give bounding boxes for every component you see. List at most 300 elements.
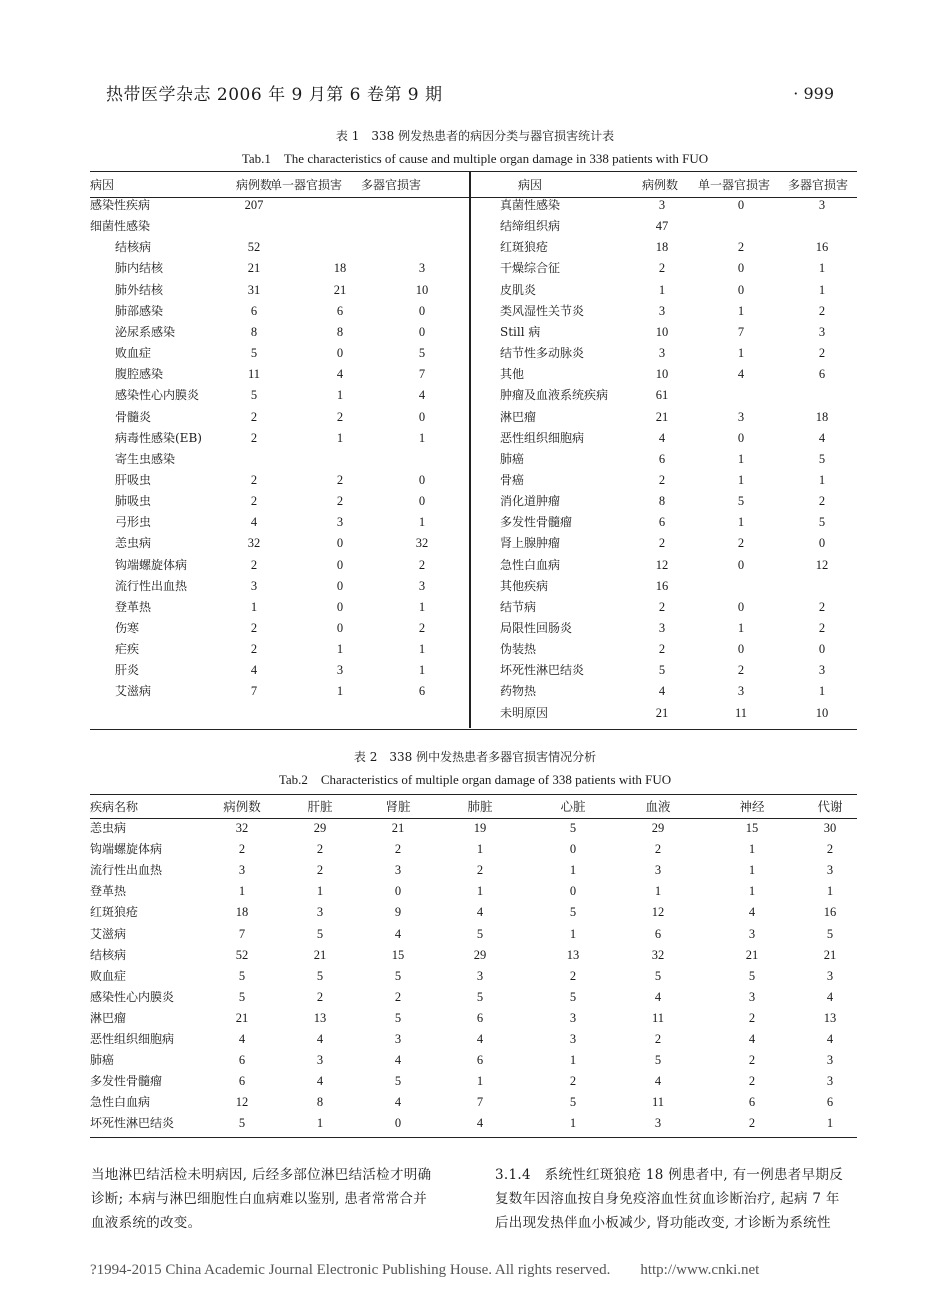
t1-right-row-cases: 2	[658, 261, 666, 276]
t2-row-value: 8	[316, 1095, 324, 1110]
t1-right-row-name: 未明原因	[500, 705, 549, 720]
body-line: 3.1.4 系统性红斑狼疮 18 例患者中, 有一例患者早期反	[495, 1167, 843, 1183]
t1-left-row-cases: 207	[244, 198, 264, 212]
t2-row-value: 2	[394, 842, 402, 857]
t2-row-value: 52	[235, 947, 249, 962]
t1-left-row-single: 3	[336, 663, 344, 678]
t1-right-row-name: 恶性组织细胞病	[500, 430, 585, 445]
t2-row-value: 4	[748, 1032, 756, 1046]
t2-row-value: 1	[569, 863, 577, 878]
t1-left-row-single: 0	[336, 557, 344, 572]
table2-top-rule	[90, 794, 857, 795]
t1-right-row-single: 1	[737, 451, 745, 466]
t1-left-row-multi: 10	[415, 282, 429, 297]
t1-left-row-single: 2	[336, 494, 344, 509]
t1-left-row-multi: 1	[418, 430, 426, 445]
t1-left-row-name: 登革热	[115, 599, 152, 614]
t2-row-value: 6	[476, 1053, 484, 1068]
t1-right-row-name: 骨癌	[500, 472, 525, 487]
t1-left-row-multi: 2	[418, 557, 426, 572]
t1-right-row-multi: 6	[818, 367, 826, 382]
t1-right-row-name: 结节性多动脉炎	[500, 346, 585, 361]
t1-left-row-multi: 0	[418, 472, 426, 487]
t2-row-value: 21	[391, 821, 405, 835]
t1-left-row-single: 6	[336, 303, 344, 318]
t1-right-row-cases: 12	[655, 557, 669, 572]
t2-row-value: 3	[748, 926, 756, 941]
t1-left-row-name: 泌尿系感染	[115, 324, 176, 339]
t1-left-row-multi: 0	[418, 324, 426, 339]
t1-left-row-cases: 21	[247, 261, 261, 276]
t2-row-disease: 急性白血病	[90, 1095, 151, 1110]
t1-right-row-single: 1	[737, 346, 745, 361]
t2-row-value: 9	[394, 905, 402, 920]
t2-row-value: 21	[745, 947, 759, 962]
t1-right-row-cases: 6	[658, 515, 666, 530]
t1-left-row-single: 0	[336, 536, 344, 551]
t1-right-row-single: 1	[737, 515, 745, 530]
t2-row-value: 6	[238, 1053, 246, 1068]
t1-left-row-name: 病毒性感染(EB)	[115, 430, 202, 445]
table2-header-rule	[90, 818, 857, 819]
t2-row-value: 11	[651, 1010, 665, 1025]
t2-row-value: 4	[238, 1032, 246, 1046]
t1-right-row-multi: 4	[818, 430, 826, 445]
t1-left-row-cases: 8	[250, 324, 258, 339]
t1-right-row-multi: 2	[818, 494, 826, 509]
t1-right-row-multi: 10	[815, 705, 829, 720]
t1-right-row-cases: 61	[655, 388, 669, 403]
t1-left-row-name: 疟疾	[115, 642, 140, 657]
t2-row-value: 7	[238, 926, 246, 941]
t1-right-row-cases: 3	[658, 303, 666, 318]
t1-left-row-cases: 6	[250, 303, 258, 318]
t1-right-row-name: 干燥综合征	[500, 261, 561, 276]
t1-right-row-single: 1	[737, 303, 745, 318]
t2-row-value: 5	[316, 926, 324, 941]
t2-row-value: 5	[654, 968, 662, 983]
t1-right-row-cases: 2	[658, 599, 666, 614]
t2-row-value: 32	[235, 821, 249, 835]
t1-right-row-multi: 5	[818, 515, 826, 530]
t2-row-value: 13	[566, 947, 580, 962]
t1-left-row-multi: 3	[418, 578, 426, 593]
t1-left-row-single: 4	[336, 367, 344, 382]
t1-left-row-cases: 7	[250, 684, 258, 699]
t2-row-value: 3	[394, 863, 402, 878]
t1-left-row-name: 寄生虫感染	[115, 451, 176, 466]
t1-left-row-name: 流行性出血热	[115, 578, 188, 593]
t1-left-row-cases: 31	[247, 282, 261, 297]
t1-right-row-single: 0	[737, 642, 745, 657]
t2-row-value: 32	[651, 947, 665, 962]
t1-right-row-cases: 1	[658, 282, 666, 297]
t1-left-row-name: 感染性疾病	[90, 198, 151, 212]
t1-left-row-multi: 1	[418, 663, 426, 678]
t1-right-row-name: 真菌性感染	[500, 198, 561, 212]
t2-row-value: 3	[826, 1053, 834, 1068]
t2-row-value: 3	[476, 968, 484, 983]
t2-row-value: 6	[748, 1095, 756, 1110]
t1-right-row-single: 0	[737, 282, 745, 297]
t1-right-row-cases: 3	[658, 198, 666, 212]
t1-left-row-name: 弓形虫	[115, 515, 152, 530]
t2-row-value: 3	[748, 989, 756, 1004]
t1-left-row-name: 钩端螺旋体病	[115, 557, 188, 572]
t2-row-value: 3	[316, 1053, 324, 1068]
t1-left-row-single: 0	[336, 346, 344, 361]
t1-left-row-name: 败血症	[115, 346, 152, 361]
t1-left-row-multi: 1	[418, 642, 426, 657]
t1-right-row-cases: 21	[655, 409, 669, 424]
t1-right-row-cases: 2	[658, 536, 666, 551]
t1-left-row-cases: 11	[247, 367, 261, 382]
t2-row-value: 3	[238, 863, 246, 878]
t1-left-header-single: 单一器官损害	[270, 178, 343, 192]
t2-row-value: 21	[823, 947, 837, 962]
t1-right-row-name: 多发性骨髓瘤	[500, 515, 573, 530]
t2-row-value: 4	[654, 989, 662, 1004]
t1-left-row-name: 艾滋病	[115, 684, 152, 699]
t2-row-value: 2	[316, 989, 324, 1004]
t1-left-row-single: 0	[336, 578, 344, 593]
t2-row-value: 18	[235, 905, 249, 920]
t2-row-value: 2	[394, 989, 402, 1004]
t2-row-value: 2	[748, 1116, 756, 1131]
t2-row-value: 12	[651, 905, 665, 920]
t2-row-value: 5	[654, 1053, 662, 1068]
t1-right-row-cases: 5	[658, 663, 666, 678]
t1-left-row-name: 肺部感染	[115, 303, 164, 318]
t1-right-row-name: 肺癌	[500, 451, 525, 466]
t1-right-row-multi: 1	[818, 684, 826, 699]
t2-row-value: 29	[651, 821, 665, 835]
t2-row-disease: 钩端螺旋体病	[90, 842, 163, 857]
t2-row-value: 1	[826, 884, 834, 899]
t1-left-row-single: 1	[336, 388, 344, 403]
t1-right-row-name: 结节病	[500, 599, 537, 614]
t1-right-row-single: 0	[737, 557, 745, 572]
t2-row-value: 4	[316, 1074, 324, 1089]
t1-right-header-cases: 病例数	[642, 178, 679, 192]
t2-row-value: 5	[569, 989, 577, 1004]
t2-row-value: 5	[569, 905, 577, 920]
t2-row-value: 4	[476, 1116, 484, 1131]
t1-right-header-cause: 病因	[518, 178, 543, 192]
t1-left-row-multi: 6	[418, 684, 426, 699]
t1-right-row-cases: 8	[658, 494, 666, 509]
journal-header: 热带医学杂志 2006 年 9 月第 6 卷第 9 期	[106, 85, 443, 105]
t2-row-value: 16	[823, 905, 837, 920]
t2-row-value: 15	[391, 947, 405, 962]
t2-row-value: 2	[654, 842, 662, 857]
body-line: 复数年因溶血按自身免疫溶血性贫血诊断治疗, 起病 7 年	[495, 1191, 840, 1207]
t2-row-value: 1	[654, 884, 662, 899]
t2-row-value: 11	[651, 1095, 665, 1110]
t1-left-row-single: 0	[336, 621, 344, 635]
t1-left-row-multi: 2	[418, 621, 426, 635]
t2-row-value: 5	[238, 968, 246, 983]
t1-right-row-cases: 21	[655, 705, 669, 720]
t1-right-row-single: 4	[737, 367, 745, 382]
t2-row-value: 5	[476, 926, 484, 941]
t1-right-row-name: 淋巴瘤	[500, 409, 537, 424]
table1-divider	[469, 171, 471, 728]
t1-right-header-single: 单一器官损害	[698, 178, 771, 192]
t2-row-value: 1	[316, 1116, 324, 1131]
t1-left-row-multi: 0	[418, 409, 426, 424]
t2-row-value: 1	[569, 1116, 577, 1131]
t2-row-value: 5	[394, 1010, 402, 1025]
t1-right-row-single: 0	[737, 198, 745, 212]
t1-left-row-name: 肝炎	[115, 663, 140, 678]
body-line: 后出现发热伴血小板减少, 肾功能改变, 才诊断为系统性	[495, 1215, 831, 1231]
t2-row-value: 30	[823, 821, 837, 835]
t2-row-value: 1	[476, 884, 484, 899]
t1-left-row-cases: 1	[250, 599, 258, 614]
t1-right-row-cases: 16	[655, 578, 669, 593]
table1-caption-en: Tab.1 The characteristics of cause and multiple organ damage in 338 patients with FUO	[241, 151, 709, 166]
t1-left-row-multi: 7	[418, 367, 426, 382]
t1-left-row-single: 21	[333, 282, 347, 297]
t2-row-value: 5	[826, 926, 834, 941]
t2-row-value: 3	[826, 1074, 834, 1089]
t2-header-8: 代谢	[817, 800, 843, 814]
t1-left-row-cases: 3	[250, 578, 258, 593]
t2-row-value: 6	[826, 1095, 834, 1110]
t1-right-row-single: 7	[737, 324, 745, 339]
t2-row-value: 0	[569, 884, 577, 899]
t2-row-value: 1	[476, 1074, 484, 1089]
t2-row-value: 3	[654, 1116, 662, 1131]
t1-left-row-cases: 5	[250, 388, 258, 403]
t2-row-value: 4	[394, 926, 402, 941]
t1-right-row-multi: 16	[815, 240, 829, 255]
t2-row-value: 29	[473, 947, 487, 962]
t2-row-disease: 艾滋病	[90, 926, 127, 941]
t2-header-1: 病例数	[223, 800, 261, 814]
t1-left-header-multi: 多器官损害	[361, 178, 422, 192]
t1-left-row-multi: 32	[415, 536, 429, 551]
t1-right-row-cases: 2	[658, 472, 666, 487]
t2-row-value: 2	[654, 1032, 662, 1046]
t1-left-row-cases: 2	[250, 472, 258, 487]
t2-row-value: 5	[238, 989, 246, 1004]
t2-row-value: 1	[748, 884, 756, 899]
t1-right-row-cases: 18	[655, 240, 669, 255]
t2-row-value: 3	[826, 968, 834, 983]
t1-right-row-single: 0	[737, 430, 745, 445]
t1-left-row-cases: 2	[250, 621, 258, 635]
t2-row-value: 4	[826, 989, 834, 1004]
t2-row-value: 13	[823, 1010, 837, 1025]
t1-left-row-multi: 5	[418, 346, 426, 361]
t1-right-row-multi: 2	[818, 599, 826, 614]
t2-row-value: 2	[316, 863, 324, 878]
t2-row-value: 1	[569, 1053, 577, 1068]
t1-left-row-multi: 0	[418, 303, 426, 318]
t2-row-value: 2	[238, 842, 246, 857]
t1-right-row-multi: 0	[818, 642, 826, 657]
t2-row-disease: 结核病	[90, 947, 127, 962]
page-number: · 999	[793, 84, 834, 103]
t1-left-row-single: 1	[336, 642, 344, 657]
t2-row-value: 5	[238, 1116, 246, 1131]
t2-row-value: 4	[394, 1095, 402, 1110]
t2-row-value: 3	[569, 1032, 577, 1046]
t2-row-value: 6	[238, 1074, 246, 1089]
t2-row-value: 4	[654, 1074, 662, 1089]
t1-left-row-cases: 2	[250, 430, 258, 445]
t1-right-row-name: 坏死性淋巴结炎	[500, 663, 585, 678]
t1-right-row-multi: 2	[818, 346, 826, 361]
t2-row-value: 1	[748, 842, 756, 857]
t2-row-value: 1	[238, 884, 246, 899]
t1-left-header-cause: 病因	[90, 178, 115, 192]
t1-right-row-name: 药物热	[500, 684, 537, 699]
t2-row-value: 7	[476, 1095, 484, 1110]
t1-right-row-multi: 18	[815, 409, 829, 424]
t1-left-row-single: 2	[336, 472, 344, 487]
t1-left-row-single: 1	[336, 430, 344, 445]
t1-left-row-cases: 52	[247, 240, 261, 255]
t2-row-value: 5	[394, 968, 402, 983]
t1-left-row-name: 骨髓炎	[115, 409, 152, 424]
t2-row-value: 21	[313, 947, 327, 962]
t1-left-row-cases: 2	[250, 494, 258, 509]
t2-row-disease: 登革热	[90, 884, 127, 899]
t2-row-value: 3	[826, 863, 834, 878]
t2-row-value: 3	[654, 863, 662, 878]
t1-right-row-single: 3	[737, 409, 745, 424]
t1-left-row-multi: 3	[418, 261, 426, 276]
t1-left-row-name: 伤寒	[115, 621, 140, 635]
t2-row-value: 2	[826, 842, 834, 857]
t1-left-row-cases: 2	[250, 557, 258, 572]
table2-caption-cn: 表 2 338 例中发热患者多器官损害情况分析	[353, 750, 597, 764]
t2-row-value: 6	[654, 926, 662, 941]
body-text-right	[495, 1163, 859, 1235]
t2-row-value: 4	[476, 1032, 484, 1046]
t2-row-value: 4	[826, 1032, 834, 1046]
t2-row-disease: 坏死性淋巴结炎	[90, 1116, 175, 1131]
t1-left-row-cases: 5	[250, 346, 258, 361]
t1-right-row-name: 红斑狼疮	[500, 240, 549, 255]
t2-row-value: 15	[745, 821, 759, 835]
t1-left-row-multi: 0	[418, 494, 426, 509]
t1-left-row-single: 3	[336, 515, 344, 530]
t2-row-value: 0	[394, 1116, 402, 1131]
body-line: 血液系统的改变。	[91, 1215, 202, 1231]
t1-right-row-single: 3	[737, 684, 745, 699]
t1-right-row-single: 11	[734, 705, 748, 720]
t2-row-value: 3	[316, 905, 324, 920]
t1-right-row-cases: 4	[658, 684, 666, 699]
t2-row-value: 1	[476, 842, 484, 857]
t1-right-row-multi: 12	[815, 557, 829, 572]
t2-row-disease: 感染性心内膜炎	[90, 989, 175, 1004]
t1-right-row-multi: 2	[818, 621, 826, 635]
t1-right-row-cases: 10	[655, 367, 669, 382]
t2-row-value: 3	[394, 1032, 402, 1046]
t1-right-row-cases: 3	[658, 346, 666, 361]
t1-right-row-name: 类风湿性关节炎	[500, 303, 585, 318]
t1-right-row-name: Still 病	[500, 324, 541, 339]
t2-row-disease: 多发性骨髓瘤	[90, 1074, 163, 1089]
t2-header-4: 肺脏	[467, 800, 493, 814]
t1-left-row-name: 肝吸虫	[115, 472, 152, 487]
t1-right-row-name: 急性白血病	[500, 557, 561, 572]
t2-row-value: 4	[476, 905, 484, 920]
t1-right-row-single: 0	[737, 599, 745, 614]
t2-row-value: 29	[313, 821, 327, 835]
t1-right-row-multi: 3	[818, 663, 826, 678]
body-line: 当地淋巴结活检未明病因, 后经多部位淋巴结活检才明确	[91, 1167, 432, 1183]
t1-left-row-multi: 1	[418, 515, 426, 530]
t1-right-row-name: 其他	[500, 367, 525, 382]
t2-row-value: 2	[316, 842, 324, 857]
t1-right-row-single: 2	[737, 663, 745, 678]
t1-left-row-cases: 2	[250, 642, 258, 657]
t1-right-row-cases: 47	[655, 219, 669, 234]
t1-right-row-name: 结缔组织病	[500, 219, 561, 234]
t1-left-row-name: 恙虫病	[115, 536, 152, 551]
t1-right-row-name: 其他疾病	[500, 578, 549, 593]
t2-row-value: 5	[316, 968, 324, 983]
t1-left-row-single: 0	[336, 599, 344, 614]
t1-right-row-single: 1	[737, 472, 745, 487]
t1-right-row-multi: 1	[818, 282, 826, 297]
t2-row-disease: 红斑狼疮	[90, 905, 139, 920]
t1-left-row-single: 8	[336, 324, 344, 339]
t1-right-row-multi: 1	[818, 261, 826, 276]
t2-row-disease: 流行性出血热	[90, 863, 163, 878]
t1-right-row-name: 消化道肿瘤	[500, 494, 561, 509]
t2-row-value: 5	[569, 1095, 577, 1110]
t1-right-row-name: 局限性回肠炎	[500, 621, 573, 635]
t2-row-value: 6	[476, 1010, 484, 1025]
t1-right-row-single: 1	[737, 621, 745, 635]
t2-row-value: 2	[569, 1074, 577, 1089]
t2-header-6: 血液	[645, 800, 671, 814]
t1-right-row-multi: 5	[818, 451, 826, 466]
t1-right-row-name: 伪装热	[500, 642, 537, 657]
t1-left-header-cases: 病例数	[236, 178, 273, 192]
t1-right-row-single: 2	[737, 240, 745, 255]
t1-right-row-multi: 2	[818, 303, 826, 318]
t1-right-row-single: 5	[737, 494, 745, 509]
t1-left-row-cases: 4	[250, 663, 258, 678]
t2-row-value: 5	[394, 1074, 402, 1089]
body-line: 诊断; 本病与淋巴细胞性白血病难以鉴别, 患者常常合并	[91, 1191, 428, 1207]
t2-row-value: 0	[569, 842, 577, 857]
t1-left-row-cases: 32	[247, 536, 261, 551]
t1-left-row-multi: 4	[418, 388, 426, 403]
t1-left-row-single: 1	[336, 684, 344, 699]
copyright-footer: ?1994-2015 China Academic Journal Electronic Publishing House. All rights reserved. http://www.cnki.net	[90, 1262, 760, 1278]
t1-right-row-cases: 2	[658, 642, 666, 657]
t1-left-row-name: 腹腔感染	[115, 367, 164, 382]
body-text-left	[91, 1163, 463, 1235]
t1-right-row-name: 皮肌炎	[500, 282, 537, 297]
t2-row-disease: 恙虫病	[90, 821, 127, 835]
t1-left-row-name: 肺内结核	[115, 261, 164, 276]
t2-row-value: 2	[569, 968, 577, 983]
t2-row-value: 12	[235, 1095, 249, 1110]
t2-row-value: 21	[235, 1010, 249, 1025]
t2-row-value: 2	[476, 863, 484, 878]
t2-row-value: 5	[748, 968, 756, 983]
